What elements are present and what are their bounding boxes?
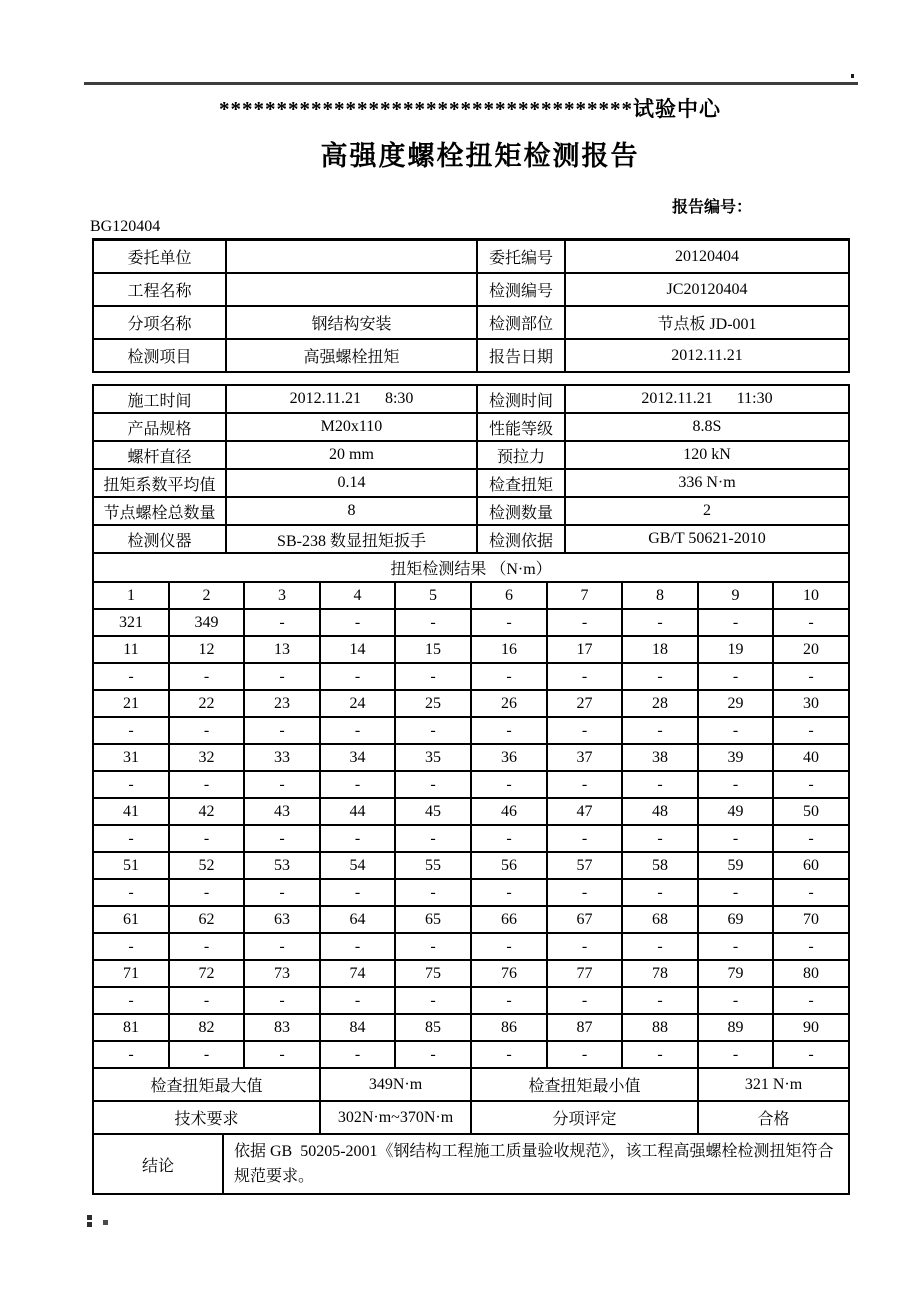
torque-value-cell: - [547, 987, 622, 1014]
bolt-index-cell: 28 [622, 690, 698, 717]
bolt-index-cell: 19 [698, 636, 773, 663]
bolt-index-cell: 74 [320, 960, 395, 987]
bolt-index-cell: 50 [773, 798, 849, 825]
torque-value-cell: - [169, 771, 244, 798]
torque-value-cell: - [698, 1041, 773, 1068]
field-value: 8.8S [565, 413, 849, 441]
test-info-row [93, 385, 849, 413]
field-label: 委托编号 [477, 240, 565, 274]
torque-value-cell: - [93, 879, 169, 906]
torque-value-cell: - [471, 663, 547, 690]
bolt-index-cell: 56 [471, 852, 547, 879]
tech-requirement-value: 302N·m~370N·m [320, 1101, 471, 1134]
bolt-index-cell: 8 [622, 582, 698, 609]
bolt-index-cell: 29 [698, 690, 773, 717]
torque-value-cell: - [622, 717, 698, 744]
max-torque-value: 349N·m [320, 1068, 471, 1101]
bolt-index-cell: 75 [395, 960, 471, 987]
torque-value-cell: - [773, 717, 849, 744]
bolt-index-cell: 38 [622, 744, 698, 771]
bolt-index-cell: 86 [471, 1014, 547, 1041]
torque-value-cell: - [395, 825, 471, 852]
bolt-index-cell: 36 [471, 744, 547, 771]
bolt-index-cell: 78 [622, 960, 698, 987]
bolt-index-cell: 88 [622, 1014, 698, 1041]
torque-value-cell: - [244, 663, 320, 690]
bolt-index-cell: 87 [547, 1014, 622, 1041]
summary-row-max-min [93, 1068, 849, 1101]
torque-value-cell: - [93, 933, 169, 960]
torque-value-cell: - [773, 663, 849, 690]
bolt-index-cell: 83 [244, 1014, 320, 1041]
torque-value-cell: - [622, 825, 698, 852]
field-value: GB/T 50621-2010 [565, 525, 849, 553]
torque-value-cell: - [698, 933, 773, 960]
bolt-index-cell: 27 [547, 690, 622, 717]
torque-value-cell: - [395, 663, 471, 690]
bolt-index-cell: 12 [169, 636, 244, 663]
torque-value-cell: - [395, 609, 471, 636]
torque-value-cell: - [471, 717, 547, 744]
field-label: 工程名称 [93, 273, 226, 306]
bolt-index-cell: 30 [773, 690, 849, 717]
torque-value-cell: - [93, 825, 169, 852]
bolt-index-cell: 35 [395, 744, 471, 771]
summary-row-requirement [93, 1101, 849, 1134]
torque-value-row [93, 987, 849, 1014]
field-value: 节点板 JD-001 [565, 306, 849, 339]
bolt-index-cell: 4 [320, 582, 395, 609]
torque-value-cell: - [395, 933, 471, 960]
bolt-index-cell: 79 [698, 960, 773, 987]
torque-value-cell: - [547, 933, 622, 960]
field-label: 扭矩系数平均值 [93, 469, 226, 497]
bolt-index-cell: 41 [93, 798, 169, 825]
conclusion-text: 依据 GB 50205-2001《钢结构工程施工质量验收规范》，该工程高强螺栓检测扭矩符合规范要求。 [223, 1134, 849, 1194]
bolt-index-cell: 55 [395, 852, 471, 879]
field-value: 2 [565, 497, 849, 525]
bolt-index-cell: 68 [622, 906, 698, 933]
torque-value-cell: - [93, 771, 169, 798]
bolt-index-row [93, 636, 849, 663]
torque-value-cell: - [547, 825, 622, 852]
test-info-row [93, 497, 849, 525]
field-value: 2012.11.21 11:30 [565, 385, 849, 413]
bolt-index-cell: 70 [773, 906, 849, 933]
bolt-index-cell: 54 [320, 852, 395, 879]
torque-value-cell: - [244, 771, 320, 798]
torque-value-cell: - [622, 879, 698, 906]
report-body [92, 238, 848, 1195]
torque-value-cell: - [395, 987, 471, 1014]
torque-value-cell: - [547, 1041, 622, 1068]
bolt-index-cell: 15 [395, 636, 471, 663]
bolt-index-cell: 25 [395, 690, 471, 717]
test-info-row [93, 525, 849, 553]
results-section-title: 扭矩检测结果 （N·m） [93, 553, 849, 582]
torque-value-cell: - [320, 987, 395, 1014]
bolt-index-cell: 51 [93, 852, 169, 879]
torque-value-row [93, 825, 849, 852]
bolt-index-cell: 26 [471, 690, 547, 717]
test-info-row [93, 441, 849, 469]
bolt-index-cell: 76 [471, 960, 547, 987]
bolt-index-cell: 71 [93, 960, 169, 987]
field-value: 336 N·m [565, 469, 849, 497]
bolt-index-cell: 57 [547, 852, 622, 879]
torque-value-cell: - [547, 609, 622, 636]
bolt-index-cell: 2 [169, 582, 244, 609]
bolt-index-cell: 16 [471, 636, 547, 663]
torque-value-cell: - [622, 663, 698, 690]
bolt-index-cell: 20 [773, 636, 849, 663]
bolt-index-cell: 21 [93, 690, 169, 717]
torque-value-cell: - [622, 933, 698, 960]
test-info-table [92, 384, 850, 554]
field-label: 检测依据 [477, 525, 565, 553]
bolt-index-cell: 32 [169, 744, 244, 771]
torque-value-cell: - [169, 933, 244, 960]
bolt-index-cell: 23 [244, 690, 320, 717]
bolt-index-cell: 49 [698, 798, 773, 825]
torque-value-cell: - [622, 609, 698, 636]
bolt-index-cell: 65 [395, 906, 471, 933]
torque-value-cell: - [622, 1041, 698, 1068]
torque-value-cell: - [244, 1041, 320, 1068]
field-value: SB-238 数显扭矩扳手 [226, 525, 477, 553]
torque-value-cell: - [93, 663, 169, 690]
field-value: 20 mm [226, 441, 477, 469]
torque-value-cell: - [471, 987, 547, 1014]
bolt-index-cell: 7 [547, 582, 622, 609]
torque-value-cell: - [93, 1041, 169, 1068]
bolt-index-cell: 59 [698, 852, 773, 879]
torque-value-cell: - [320, 1041, 395, 1068]
bolt-index-row [93, 798, 849, 825]
bolt-index-cell: 1 [93, 582, 169, 609]
bolt-index-cell: 14 [320, 636, 395, 663]
conclusion-row [93, 1134, 849, 1194]
basic-info-row [93, 273, 849, 306]
basic-info-row [93, 339, 849, 372]
bolt-index-cell: 22 [169, 690, 244, 717]
torque-value-row [93, 1041, 849, 1068]
field-label: 产品规格 [93, 413, 226, 441]
tech-requirement-label: 技术要求 [93, 1101, 320, 1134]
bolt-index-cell: 61 [93, 906, 169, 933]
bolt-index-cell: 18 [622, 636, 698, 663]
torque-value-cell: - [471, 825, 547, 852]
torque-value-cell: - [169, 879, 244, 906]
bolt-index-cell: 63 [244, 906, 320, 933]
results-grid-body [93, 582, 849, 1068]
min-torque-value: 321 N·m [698, 1068, 849, 1101]
bolt-index-cell: 37 [547, 744, 622, 771]
basic-info-table [92, 238, 850, 373]
bolt-index-row [93, 852, 849, 879]
bolt-index-cell: 3 [244, 582, 320, 609]
bolt-index-cell: 31 [93, 744, 169, 771]
field-label: 检测部位 [477, 306, 565, 339]
torque-value-cell: - [395, 717, 471, 744]
torque-value-cell: - [698, 771, 773, 798]
field-value: 钢结构安装 [226, 306, 477, 339]
torque-value-cell: - [773, 771, 849, 798]
bolt-index-row [93, 744, 849, 771]
report-no-label: 报告编号： [672, 199, 753, 216]
bolt-index-row [93, 1014, 849, 1041]
torque-value-cell: - [547, 663, 622, 690]
torque-value-cell: - [169, 825, 244, 852]
bolt-index-row [93, 690, 849, 717]
bolt-index-row [93, 582, 849, 609]
torque-value-cell: 321 [93, 609, 169, 636]
torque-value-cell: - [547, 879, 622, 906]
bolt-index-row [93, 906, 849, 933]
field-value: M20x110 [226, 413, 477, 441]
test-info-row [93, 413, 849, 441]
field-label: 分项名称 [93, 306, 226, 339]
torque-value-cell: - [169, 1041, 244, 1068]
torque-value-row [93, 771, 849, 798]
bolt-index-cell: 13 [244, 636, 320, 663]
bolt-index-cell: 77 [547, 960, 622, 987]
field-label: 检测数量 [477, 497, 565, 525]
torque-value-row [93, 609, 849, 636]
bolt-index-cell: 6 [471, 582, 547, 609]
field-label: 检测时间 [477, 385, 565, 413]
bolt-index-cell: 17 [547, 636, 622, 663]
torque-value-cell: - [395, 879, 471, 906]
torque-value-cell: - [320, 933, 395, 960]
bolt-index-cell: 62 [169, 906, 244, 933]
bolt-index-cell: 64 [320, 906, 395, 933]
torque-value-cell: - [320, 879, 395, 906]
conclusion-table [92, 1133, 850, 1195]
bolt-index-cell: 43 [244, 798, 320, 825]
torque-value-cell: - [773, 1041, 849, 1068]
field-label: 检测项目 [93, 339, 226, 372]
torque-value-cell: - [320, 663, 395, 690]
bolt-index-cell: 89 [698, 1014, 773, 1041]
field-label: 报告日期 [477, 339, 565, 372]
torque-value-row [93, 933, 849, 960]
evaluation-label: 分项评定 [471, 1101, 698, 1134]
bolt-index-cell: 33 [244, 744, 320, 771]
header-rule [84, 82, 858, 85]
torque-results-table [92, 552, 850, 1135]
bolt-index-cell: 85 [395, 1014, 471, 1041]
org-name: ************************************试验中心 [219, 97, 721, 121]
torque-value-cell: - [471, 933, 547, 960]
torque-value-cell: - [773, 879, 849, 906]
bolt-index-cell: 60 [773, 852, 849, 879]
torque-value-cell: - [773, 825, 849, 852]
print-artifact-bottom-left [87, 1215, 92, 1227]
torque-value-row [93, 879, 849, 906]
torque-value-cell: - [547, 717, 622, 744]
bolt-index-row [93, 960, 849, 987]
torque-value-cell: - [320, 825, 395, 852]
torque-value-cell: - [773, 609, 849, 636]
field-value: 2012.11.21 [565, 339, 849, 372]
torque-value-cell: - [471, 609, 547, 636]
field-value: 0.14 [226, 469, 477, 497]
torque-value-cell: - [698, 825, 773, 852]
torque-value-cell: - [622, 987, 698, 1014]
torque-value-cell: - [169, 717, 244, 744]
torque-value-cell: - [698, 987, 773, 1014]
torque-value-cell: - [244, 933, 320, 960]
bolt-index-cell: 80 [773, 960, 849, 987]
torque-value-cell: - [244, 825, 320, 852]
field-value: 高强螺栓扭矩 [226, 339, 477, 372]
torque-value-cell: - [244, 717, 320, 744]
bolt-index-cell: 47 [547, 798, 622, 825]
page-title: 高强度螺栓扭矩检测报告 [320, 141, 640, 171]
field-label: 性能等级 [477, 413, 565, 441]
basic-info-row [93, 240, 849, 274]
bolt-index-cell: 45 [395, 798, 471, 825]
torque-value-cell: - [698, 609, 773, 636]
torque-value-row [93, 717, 849, 744]
torque-value-cell: - [395, 1041, 471, 1068]
torque-value-cell: - [93, 987, 169, 1014]
report-code: BG120404 [90, 218, 161, 235]
field-value: 8 [226, 497, 477, 525]
bolt-index-cell: 24 [320, 690, 395, 717]
torque-value-cell: - [698, 879, 773, 906]
torque-value-cell: - [471, 1041, 547, 1068]
field-value: 120 kN [565, 441, 849, 469]
bolt-index-cell: 44 [320, 798, 395, 825]
field-label: 委托单位 [93, 240, 226, 274]
bolt-index-cell: 40 [773, 744, 849, 771]
field-label: 施工时间 [93, 385, 226, 413]
basic-info-row [93, 306, 849, 339]
print-artifact-top [851, 74, 854, 78]
field-label: 预拉力 [477, 441, 565, 469]
bolt-index-cell: 73 [244, 960, 320, 987]
torque-value-cell: - [547, 771, 622, 798]
field-value: JC20120404 [565, 273, 849, 306]
torque-value-cell: - [395, 771, 471, 798]
torque-value-cell: - [244, 879, 320, 906]
print-artifact-bottom-left-2 [103, 1220, 108, 1225]
bolt-index-cell: 53 [244, 852, 320, 879]
bolt-index-cell: 9 [698, 582, 773, 609]
field-label: 检查扭矩 [477, 469, 565, 497]
results-section-row [93, 553, 849, 582]
bolt-index-cell: 48 [622, 798, 698, 825]
torque-value-cell: - [698, 717, 773, 744]
conclusion-label: 结论 [93, 1134, 223, 1194]
bolt-index-cell: 82 [169, 1014, 244, 1041]
min-torque-label: 检查扭矩最小值 [471, 1068, 698, 1101]
torque-value-row [93, 663, 849, 690]
bolt-index-cell: 72 [169, 960, 244, 987]
field-label: 节点螺栓总数量 [93, 497, 226, 525]
bolt-index-cell: 67 [547, 906, 622, 933]
field-value [226, 240, 477, 274]
torque-value-cell: 349 [169, 609, 244, 636]
bolt-index-cell: 84 [320, 1014, 395, 1041]
torque-value-cell: - [93, 717, 169, 744]
bolt-index-cell: 81 [93, 1014, 169, 1041]
bolt-index-cell: 52 [169, 852, 244, 879]
bolt-index-cell: 46 [471, 798, 547, 825]
torque-value-cell: - [320, 609, 395, 636]
bolt-index-cell: 10 [773, 582, 849, 609]
torque-value-cell: - [169, 663, 244, 690]
test-info-row [93, 469, 849, 497]
field-value: 20120404 [565, 240, 849, 274]
torque-value-cell: - [244, 987, 320, 1014]
torque-value-cell: - [244, 609, 320, 636]
torque-value-cell: - [471, 879, 547, 906]
torque-value-cell: - [320, 717, 395, 744]
bolt-index-cell: 5 [395, 582, 471, 609]
torque-value-cell: - [471, 771, 547, 798]
evaluation-value: 合格 [698, 1101, 849, 1134]
torque-value-cell: - [622, 771, 698, 798]
bolt-index-cell: 69 [698, 906, 773, 933]
bolt-index-cell: 42 [169, 798, 244, 825]
bolt-index-cell: 34 [320, 744, 395, 771]
bolt-index-cell: 58 [622, 852, 698, 879]
field-label: 检测仪器 [93, 525, 226, 553]
torque-value-cell: - [169, 987, 244, 1014]
field-label: 检测编号 [477, 273, 565, 306]
bolt-index-cell: 90 [773, 1014, 849, 1041]
torque-value-cell: - [773, 933, 849, 960]
torque-value-cell: - [773, 987, 849, 1014]
bolt-index-cell: 66 [471, 906, 547, 933]
bolt-index-cell: 11 [93, 636, 169, 663]
max-torque-label: 检查扭矩最大值 [93, 1068, 320, 1101]
field-value [226, 273, 477, 306]
field-label: 螺杆直径 [93, 441, 226, 469]
field-value: 2012.11.21 8:30 [226, 385, 477, 413]
torque-value-cell: - [698, 663, 773, 690]
torque-value-cell: - [320, 771, 395, 798]
bolt-index-cell: 39 [698, 744, 773, 771]
